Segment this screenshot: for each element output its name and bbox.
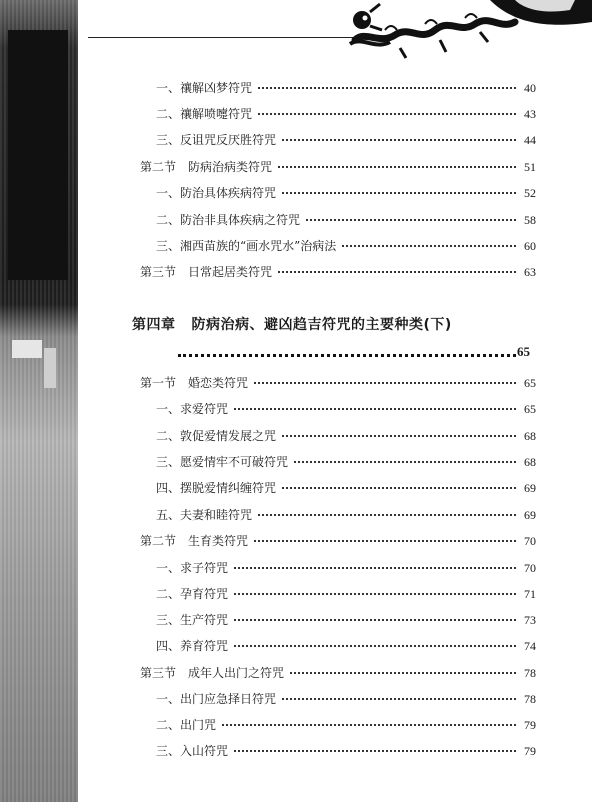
toc-entry-label: 三、生产符咒 [156,613,229,627]
toc-entry-label: 一、禳解凶梦符咒 [156,81,253,95]
toc-entry-label: 二、禳解喷嚏符咒 [156,107,253,121]
toc-entry[interactable] [156,584,536,602]
leader-dots [258,101,516,115]
toc-page-number: 43 [524,107,536,121]
leader-dots [254,370,516,384]
toc-page-number: 69 [524,508,536,522]
leader-dots [282,423,516,437]
chapter-number: 第四章 [132,317,176,333]
dragon-ornament-icon [340,0,592,62]
header-rule [88,37,356,38]
chapter-heading [132,314,452,334]
toc-entry[interactable] [156,236,536,254]
toc-entry-label: 三、湘西苗族的“画水咒水”治病法 [156,239,337,253]
toc-page-number: 52 [524,186,536,200]
leader-dots [234,633,516,647]
toc-entry-label: 三、愿爱情牢不可破符咒 [156,455,289,469]
toc-entry-label: 第一节 婚恋类符咒 [140,376,249,390]
toc-entry-label: 二、防治非具体疾病之符咒 [156,213,301,227]
leader-dots [258,75,516,89]
toc-page-number: 79 [524,744,536,758]
toc-section-entry[interactable] [140,531,536,549]
toc-page-number: 73 [524,613,536,627]
toc-entry-label: 三、入山符咒 [156,744,229,758]
toc-page-number: 51 [524,160,536,174]
leader-dots [278,259,516,273]
toc-page-number: 70 [524,561,536,575]
toc-entry-label: 四、养育符咒 [156,639,229,653]
toc-page-number: 65 [524,376,536,390]
toc-page-number: 68 [524,455,536,469]
leader-dots [222,712,516,726]
toc-entry[interactable] [156,183,536,201]
toc-entry[interactable] [156,478,536,496]
toc-entry[interactable] [156,741,536,759]
toc-page-number: 63 [524,265,536,279]
toc-page-number: 70 [524,534,536,548]
toc-entry-label: 第三节 日常起居类符咒 [140,265,273,279]
leader-dots [306,207,516,221]
toc-entry[interactable] [156,636,536,654]
toc-section-entry[interactable] [140,663,536,681]
toc-entry-label: 二、敦促爱情发展之咒 [156,429,277,443]
toc-entry-label: 一、防治具体疾病符咒 [156,186,277,200]
toc-entry[interactable] [156,104,536,122]
toc-entry[interactable] [156,558,536,576]
leader-dots [282,686,516,700]
leader-dots [258,502,516,516]
chapter-page-number: 65 [517,344,530,359]
toc-page-number: 58 [524,213,536,227]
toc-page-number: 74 [524,639,536,653]
toc-entry-label: 一、出门应急择日符咒 [156,692,277,706]
spine-speck [12,340,42,358]
toc-entry-label: 一、求子符咒 [156,561,229,575]
toc-entry[interactable] [156,610,536,628]
toc-entry-label: 四、摆脱爱情纠缠符咒 [156,481,277,495]
toc-entry-label: 第二节 生育类符咒 [140,534,249,548]
toc-page-number: 79 [524,718,536,732]
toc-page-number: 69 [524,481,536,495]
toc-entry-label: 三、反诅咒反厌胜符咒 [156,133,277,147]
leader-dots [278,154,516,168]
toc-page-number: 78 [524,666,536,680]
spine-speck [44,348,56,388]
leader-dots [234,738,516,752]
toc-page-number: 60 [524,239,536,253]
toc-entry[interactable] [156,210,536,228]
chapter-leader-dots [178,344,516,357]
leader-dots [282,475,516,489]
leader-dots [294,449,516,463]
leader-dots [282,180,516,194]
toc-section-entry[interactable] [140,262,536,280]
toc-page-number: 68 [524,429,536,443]
toc-page-number: 65 [524,402,536,416]
leader-dots [234,607,516,621]
toc-entry[interactable] [156,78,536,96]
toc-entry[interactable] [156,399,536,417]
toc-page-number: 44 [524,133,536,147]
leader-dots [282,127,516,141]
toc-entry[interactable] [156,130,536,148]
toc-entry-label: 一、求爱符咒 [156,402,229,416]
toc-entry-label: 二、孕育符咒 [156,587,229,601]
toc-page-number: 40 [524,81,536,95]
leader-dots [342,233,516,247]
toc-entry-label: 第三节 成年人出门之符咒 [140,666,285,680]
leader-dots [290,660,516,674]
leader-dots [234,555,516,569]
toc-entry[interactable] [156,426,536,444]
toc-entry[interactable] [156,505,536,523]
leader-dots [234,581,516,595]
toc-section-entry[interactable] [140,157,536,175]
toc-entry-label: 五、夫妻和睦符咒 [156,508,253,522]
toc-entry-label: 第二节 防病治病类符咒 [140,160,273,174]
toc-section-entry[interactable] [140,373,536,391]
leader-dots [254,528,516,542]
toc-entry[interactable] [156,715,536,733]
toc-entry[interactable] [156,689,536,707]
chapter-title: 防病治病、避凶趋吉符咒的主要种类(下) [191,317,452,333]
spine-dark-block [8,30,68,280]
leader-dots [234,396,516,410]
toc-entry[interactable] [156,452,536,470]
toc-page-number: 78 [524,692,536,706]
book-spine-shadow [0,0,78,802]
toc-entry-label: 二、出门咒 [156,718,217,732]
toc-page-number: 71 [524,587,536,601]
